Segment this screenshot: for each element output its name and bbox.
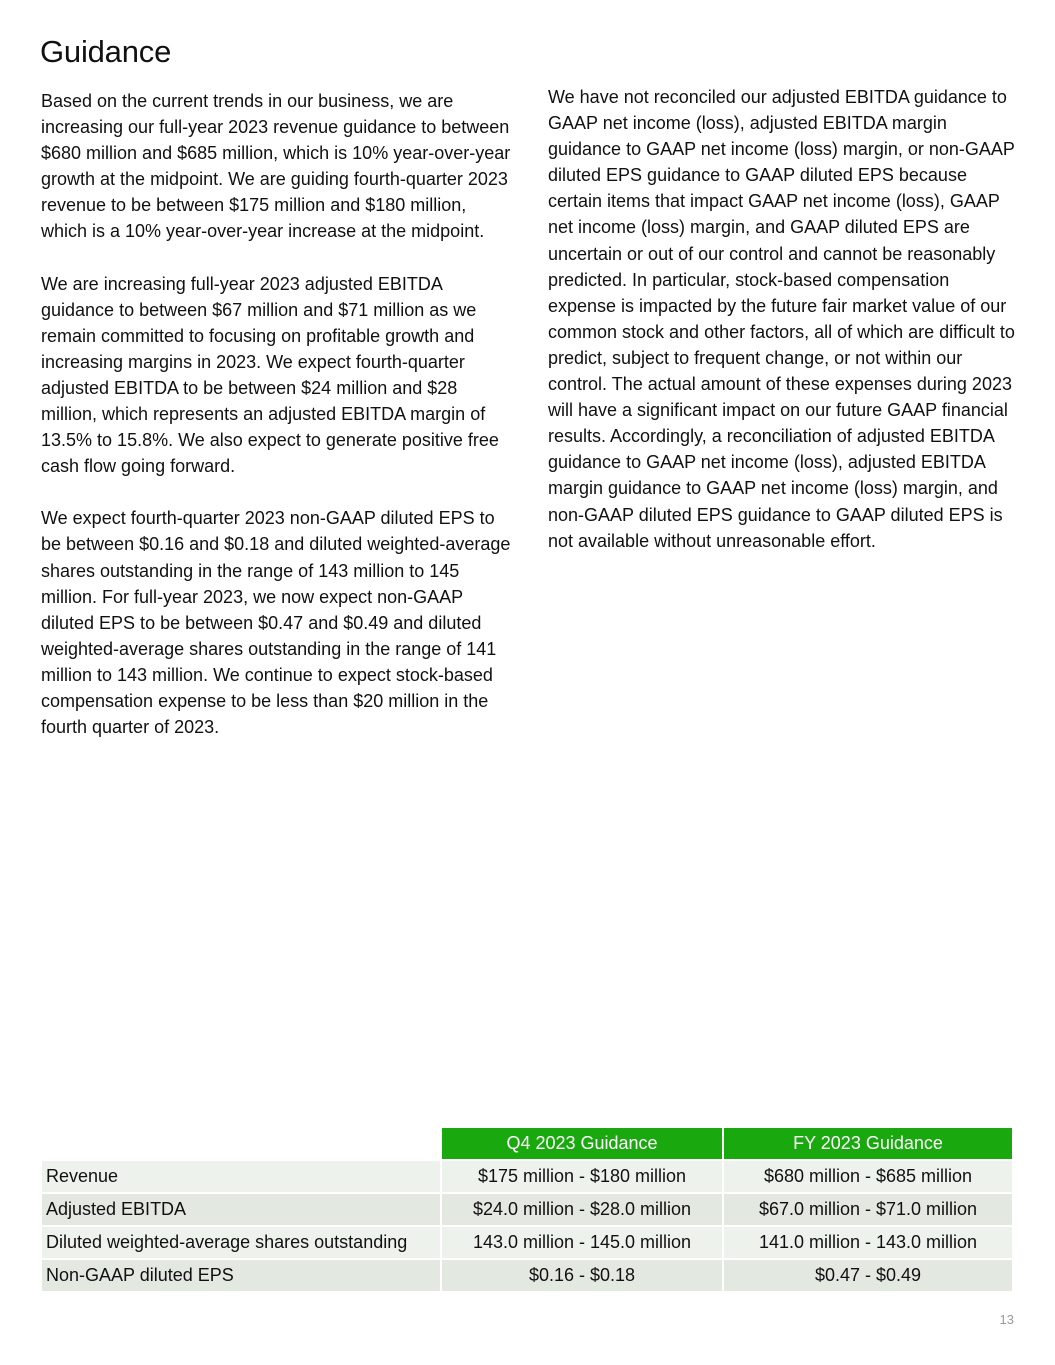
left-text-column (41, 88, 513, 766)
right-text-column (548, 84, 1018, 580)
q4-value: $24.0 million - $28.0 million (442, 1194, 722, 1225)
ebitda-guidance-paragraph: We are increasing full-year 2023 adjusted EBITDA guidance to between $67 million and $71 million as we remain committed to focusing on profitable growth and increasing margins in 2023. We expect fourth-quarter adjusted EBITDA to be between $24 million and $28 million, which represents an adjusted EBITDA margin of 13.5% to 15.8%. We also expect to generate positive free cash flow going forward. (41, 273, 499, 477)
table-header-q4: Q4 2023 Guidance (442, 1128, 722, 1159)
eps-guidance-paragraph: We expect fourth-quarter 2023 non-GAAP diluted EPS to be between $0.16 and $0.18 and diluted weighted-average shares outstanding in the range of 143 million to 145 million. For full-year 2023, we now expect non-GAAP diluted EPS to be between $0.47 and $0.49 and diluted weighted-average shares outstanding in the range of 141 million to 143 million. We continue to expect stock-based compensation expense to be less than $20 million in the fourth quarter of 2023. (41, 508, 511, 738)
table-header-row (42, 1128, 1012, 1159)
revenue-guidance-paragraph: Based on the current trends in our business, we are increasing our full-year 2023 revenue guidance to between $680 million and $685 million, which is 10% year-over-year growth at the midpoint. We are guiding fourth-quarter 2023 revenue to be between $175 million and $180 million, which is a 10% year-over-year increase at the midpoint. (41, 91, 511, 242)
fy-value: 141.0 million - 143.0 million (724, 1227, 1012, 1258)
table-header-fy: FY 2023 Guidance (724, 1128, 1012, 1159)
guidance-table (40, 1126, 1014, 1293)
row-label: Non-GAAP diluted EPS (42, 1260, 440, 1291)
page-title: Guidance (40, 34, 172, 69)
q4-value: $0.16 - $0.18 (442, 1260, 722, 1291)
row-label: Diluted weighted-average shares outstanding (42, 1227, 440, 1258)
table-row (42, 1194, 1012, 1225)
q4-value: 143.0 million - 145.0 million (442, 1227, 722, 1258)
page-number: 13 (999, 1312, 1014, 1327)
fy-value: $680 million - $685 million (724, 1161, 1012, 1192)
row-label: Revenue (42, 1161, 440, 1192)
table-header-blank (42, 1128, 440, 1159)
table-row (42, 1260, 1012, 1291)
q4-value: $175 million - $180 million (442, 1161, 722, 1192)
fy-value: $67.0 million - $71.0 million (724, 1194, 1012, 1225)
row-label: Adjusted EBITDA (42, 1194, 440, 1225)
table-row (42, 1227, 1012, 1258)
table-row (42, 1161, 1012, 1192)
reconciliation-paragraph: We have not reconciled our adjusted EBITDA guidance to GAAP net income (loss), adjusted EBITDA margin guidance to GAAP net income (loss) margin, or non-GAAP diluted EPS guidance to GAAP diluted EPS because certain items that impact GAAP net income (loss), GAAP net income (loss) margin, and GAAP diluted EPS are uncertain or out of our control and cannot be reasonably predicted. In particular, stock-based compensation expense is impacted by the future fair market value of our common stock and other factors, all of which are difficult to predict, subject to frequent change, or not within our control. The actual amount of these expenses during 2023 will have a significant impact on our future GAAP financial results. Accordingly, a reconciliation of adjusted EBITDA guidance to GAAP net income (loss), adjusted EBITDA margin guidance to GAAP net income (loss) margin, and non-GAAP diluted EPS guidance to GAAP diluted EPS is not available without unreasonable effort. (548, 87, 1015, 551)
fy-value: $0.47 - $0.49 (724, 1260, 1012, 1291)
